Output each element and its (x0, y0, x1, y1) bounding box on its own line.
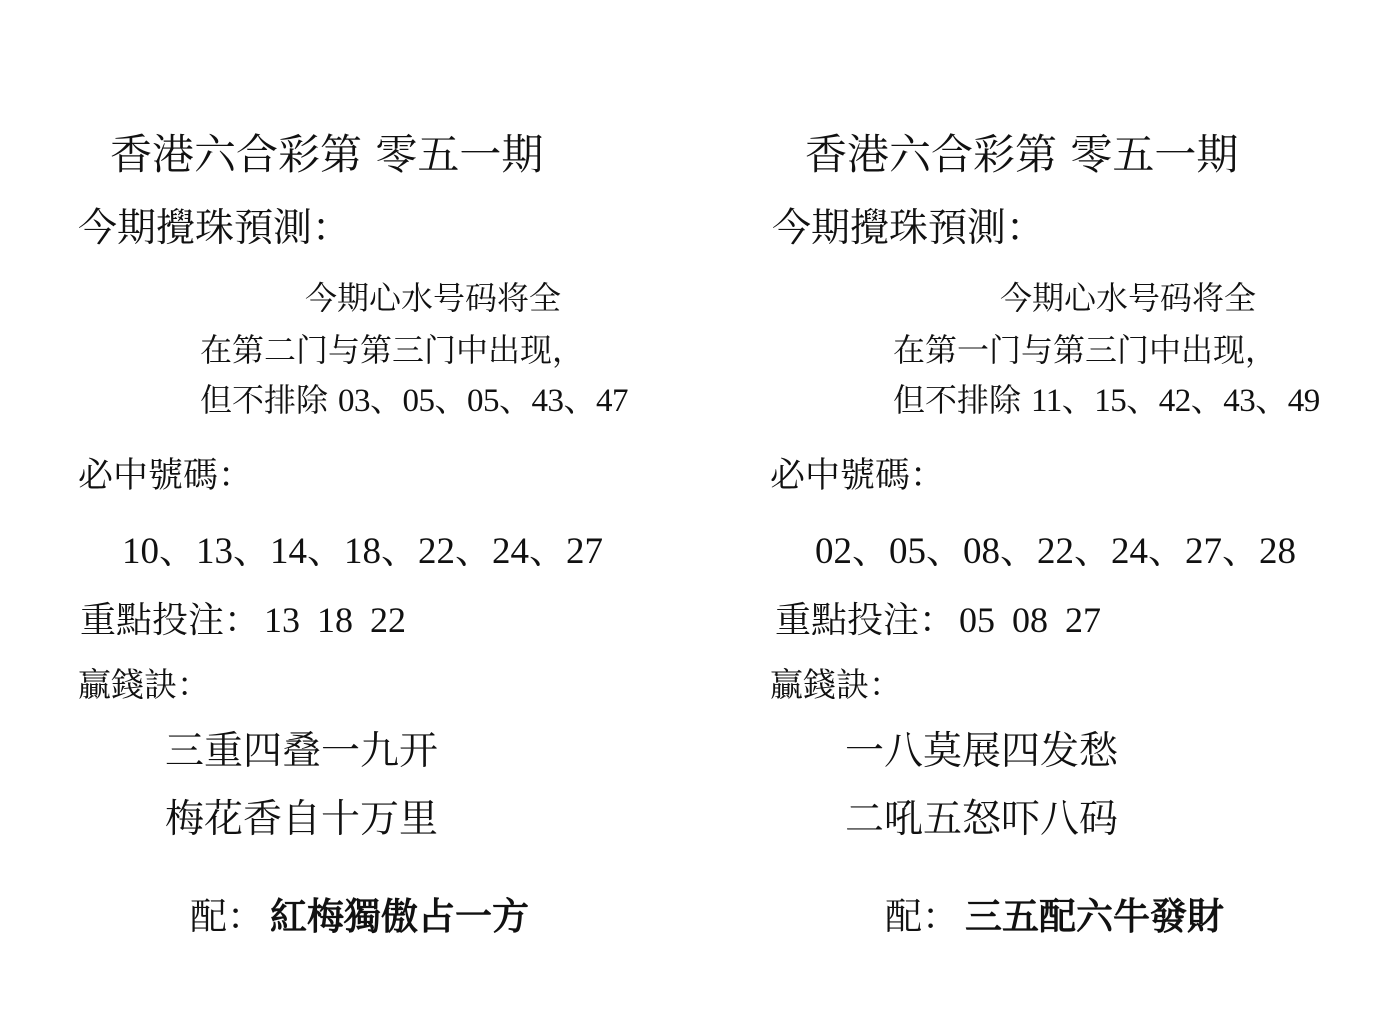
key-bet-numbers: 13 18 22 (264, 600, 407, 640)
exclude-line (893, 382, 1320, 421)
match-label: 配： (885, 895, 959, 938)
prediction-panel-left (0, 0, 680, 1020)
win-tip-label: 贏錢訣： (770, 665, 902, 704)
must-win-numbers: 02、05、08、22、24、27、28 (815, 531, 1296, 572)
prediction-line-2: 在第二门与第三门中出现， (200, 331, 585, 369)
win-tip-verse-2: 二吼五怒吓八码 (845, 797, 1119, 842)
match-label: 配： (190, 895, 264, 938)
must-win-label: 必中號碼： (770, 456, 946, 496)
must-win-numbers: 10、13、14、18、22、24、27 (122, 531, 603, 572)
key-bet-label: 重點投注： (80, 600, 261, 641)
key-bet-line (80, 600, 406, 641)
match-line (190, 895, 529, 939)
draw-title: 香港六合彩第 零五一期 (110, 130, 544, 179)
exclude-label: 但不排除 (200, 381, 329, 419)
win-tip-label: 贏錢訣： (78, 665, 210, 704)
prediction-line-1: 今期心水号码将全 (305, 279, 562, 317)
win-tip-verse-1: 一八莫展四发愁 (845, 729, 1119, 774)
exclude-label: 但不排除 (893, 381, 1022, 419)
prediction-line-2: 在第一门与第三门中出现， (893, 331, 1278, 369)
match-text: 三五配六牛發財 (965, 894, 1224, 938)
key-bet-line (775, 600, 1101, 641)
exclude-numbers: 03、05、05、43、47 (338, 383, 629, 419)
prediction-line-1: 今期心水号码将全 (1000, 279, 1257, 317)
key-bet-label: 重點投注： (775, 600, 956, 641)
win-tip-verse-2: 梅花香自十万里 (165, 797, 439, 842)
match-line (885, 895, 1224, 939)
match-text: 紅梅獨傲占一方 (270, 894, 529, 938)
key-bet-numbers: 05 08 27 (959, 600, 1102, 640)
exclude-numbers: 11、15、42、43、49 (1031, 383, 1320, 419)
prediction-heading: 今期攪珠預測： (772, 206, 1046, 251)
win-tip-verse-1: 三重四叠一九开 (165, 729, 439, 774)
must-win-label: 必中號碼： (78, 456, 254, 496)
draw-title: 香港六合彩第 零五一期 (805, 130, 1239, 179)
exclude-line (200, 382, 628, 421)
prediction-heading: 今期攪珠預測： (78, 206, 352, 251)
prediction-panel-right (693, 0, 1373, 1020)
